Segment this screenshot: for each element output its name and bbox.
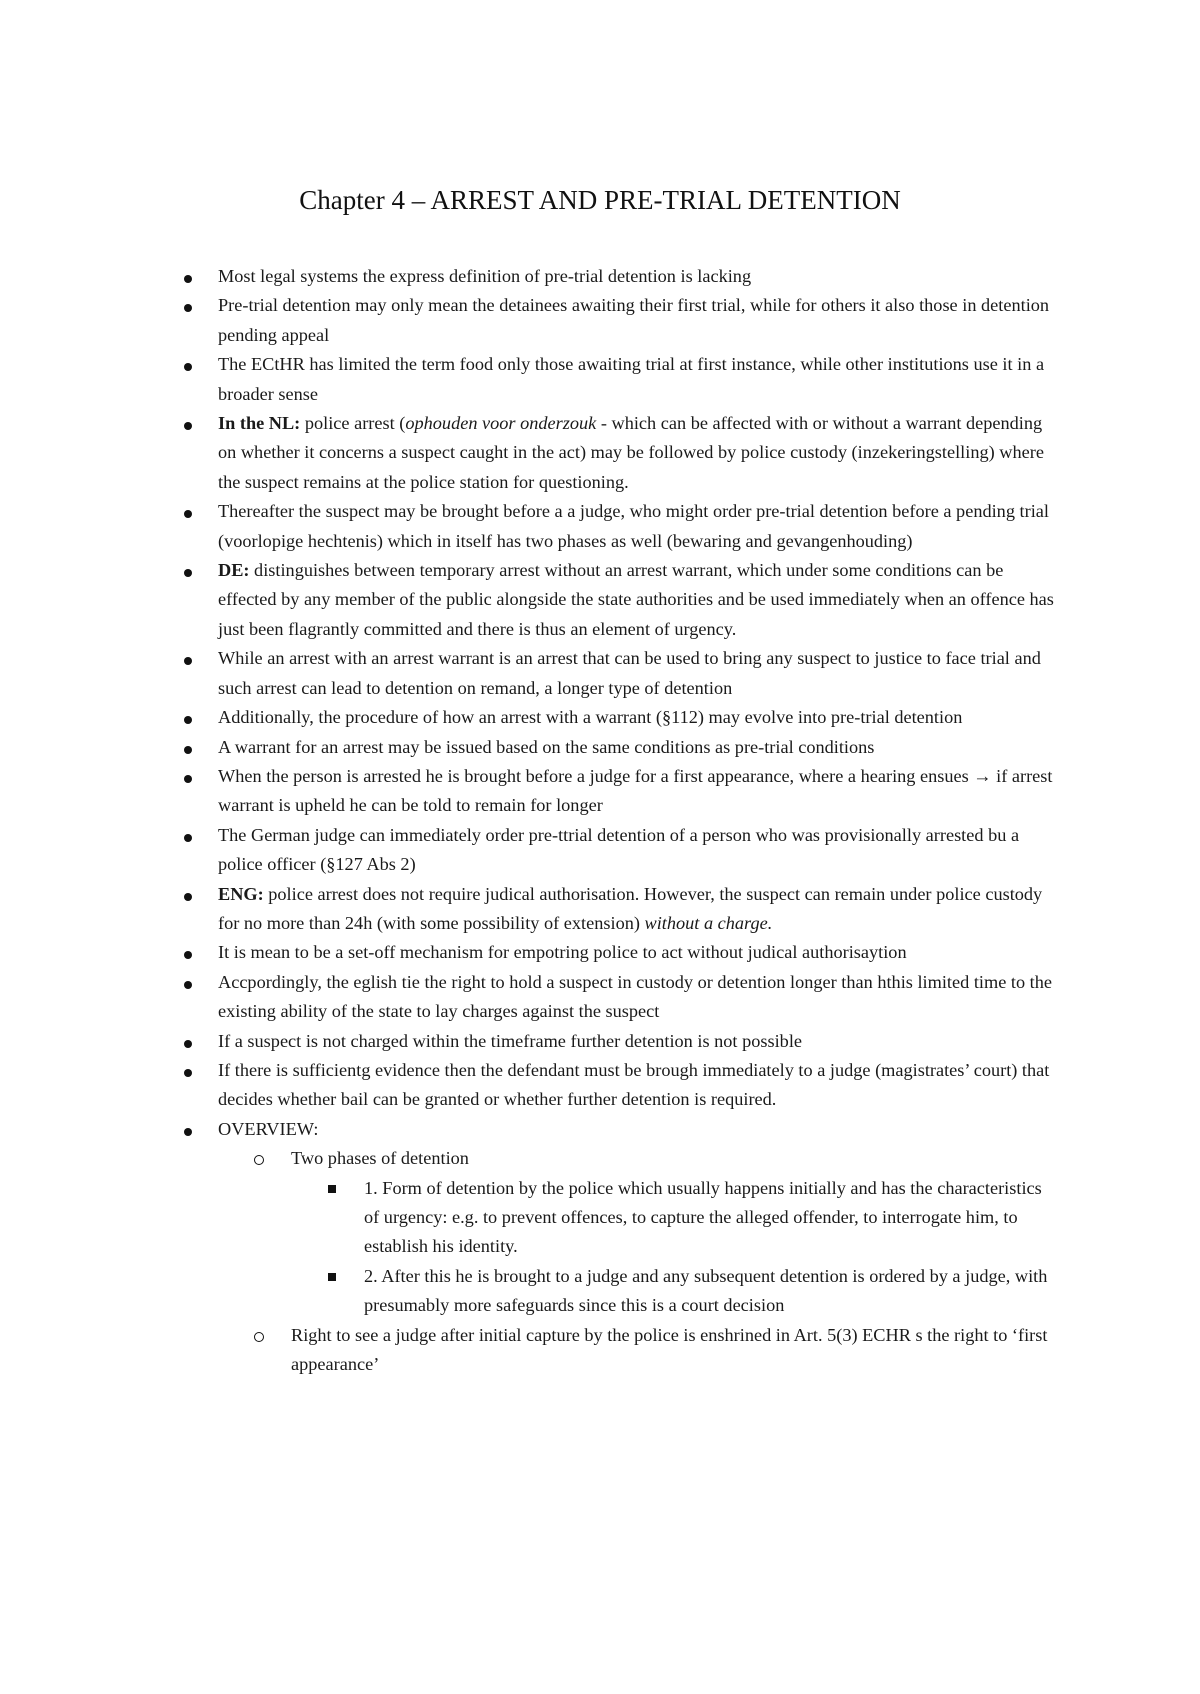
bullet-icon [184, 569, 192, 577]
bullet-icon [184, 1128, 192, 1136]
bullet-icon [184, 657, 192, 665]
list-item [0, 968, 1054, 1027]
list-item [0, 409, 1054, 497]
sub-list-item [0, 1144, 1054, 1173]
bullet-icon [184, 775, 192, 783]
item-text: Pre-trial detention may only mean the detainees awaiting their first trial, while for others it also those in detention pending appeal [218, 295, 1050, 345]
list-item [0, 880, 1054, 939]
item-text: - which can be affected with or without a warrant depending on whether it concerns a suspect caught in the act) may be followed by police custody (inzekeringstelling) where the suspect remains at the police station for questioning. [218, 413, 1044, 492]
sub-sub-list-item [0, 1262, 1054, 1321]
item-text: police arrest ( [300, 413, 406, 434]
item-text: OVERVIEW: [218, 1118, 319, 1139]
item-text: 1. Form of detention by the police which usually happens initially and has the characteristics of urgency: e.g. to prevent offences, to capture the alleged offender, to interrogate him, to establish his identity. [364, 1177, 1042, 1257]
list-item [0, 1115, 1054, 1144]
bullet-icon [184, 716, 192, 724]
item-text: If there is sufficientg evidence then the defendant must be brough immediately to a judge (magistrates’ court) that decides whether bail can be granted or whether further detention is required. [218, 1059, 1050, 1110]
list-item [0, 821, 1054, 880]
item-text: Two phases of detention [291, 1148, 469, 1169]
list-item [0, 703, 1054, 732]
item-lead: In the NL: [218, 413, 301, 434]
item-lead: DE: [218, 560, 250, 581]
item-text: The German judge can immediately order pre-ttrial detention of a person who was provisionally arrested bu a police officer (§127 Abs 2) [218, 824, 1020, 875]
list-item [0, 644, 1054, 703]
bullet-icon [184, 893, 192, 901]
hollow-bullet-icon [254, 1155, 264, 1165]
bullet-icon [184, 304, 192, 312]
list-item [0, 556, 1054, 644]
item-text: Thereafter the suspect may be brought before a a judge, who might order pre-trial detention before a pending trial (voorlopige hechtenis) which in itself has two phases as well (bewaring and gevangenhouding) [218, 501, 1049, 551]
list-item [0, 938, 1054, 967]
list-item [0, 762, 1054, 821]
bullet-icon [184, 1069, 192, 1077]
item-text: Accpordingly, the eglish tie the right to hold a suspect in custody or detention longer than hthis limited time to the existing ability of the state to lay charges against the suspect [218, 971, 1053, 1022]
bullet-icon [184, 510, 192, 518]
item-italic: without a charge. [644, 912, 773, 933]
bullet-icon [184, 981, 192, 989]
item-text: It is mean to be a set-off mechanism for empotring police to act without judical authorisaytion [218, 942, 907, 963]
list-item [0, 291, 1054, 350]
sub-list-item [0, 1321, 1054, 1380]
bullet-list [0, 262, 1054, 1379]
item-text: Most legal systems the express definition of pre-trial detention is lacking [218, 266, 752, 286]
bullet-icon [184, 1040, 192, 1048]
item-lead: ENG: [218, 883, 264, 904]
list-item [0, 733, 1054, 762]
bullet-icon [184, 746, 192, 754]
item-text: distinguishes between temporary arrest without an arrest warrant, which under some conditions can be effected by any member of the public alongside the state authorities and be used immediately when an offence has just been flagrantly committed and there is thus an element of urgency. [218, 560, 1054, 639]
list-item [0, 262, 1054, 291]
page-title: Chapter 4 – ARREST AND PRE-TRIAL DETENTION [299, 185, 901, 215]
item-text: police arrest does not require judical authorisation. However, the suspect can remain under police custody for no more than 24h (with some possibility of extension) [218, 883, 1043, 933]
item-text: A warrant for an arrest may be issued based on the same conditions as pre-trial conditions [218, 736, 875, 757]
bullet-icon [184, 363, 192, 371]
item-text: If a suspect is not charged within the timeframe further detention is not possible [218, 1030, 803, 1051]
bullet-icon [184, 422, 192, 430]
item-text: Additionally, the procedure of how an arrest with a warrant (§112) may evolve into pre-trial detention [218, 707, 963, 728]
list-item [0, 350, 1054, 409]
hollow-bullet-icon [254, 1332, 264, 1342]
item-text: When the person is arrested he is brought before a judge for a first appearance, where a hearing ensues → if arrest warrant is upheld he can be told to remain for longer [218, 765, 1053, 816]
item-text: 2. After this he is brought to a judge and any subsequent detention is ordered by a judge, with presumably more safeguards since this is a court decision [364, 1265, 1048, 1316]
item-italic: ophouden voor onderzouk [405, 413, 597, 434]
list-item [0, 1027, 1054, 1056]
sub-sub-list-item [0, 1174, 1054, 1262]
square-bullet-icon [328, 1273, 336, 1281]
list-item [0, 1056, 1054, 1115]
square-bullet-icon [328, 1185, 336, 1193]
list-item [0, 497, 1054, 556]
bullet-icon [184, 834, 192, 842]
item-text: While an arrest with an arrest warrant is an arrest that can be used to bring any suspect to justice to face trial and such arrest can lead to detention on remand, a longer type of detention [218, 648, 1041, 698]
item-text: The ECtHR has limited the term food only those awaiting trial at first instance, while other institutions use it in a broader sense [218, 354, 1045, 404]
bullet-icon [184, 275, 192, 283]
item-text: Right to see a judge after initial capture by the police is enshrined in Art. 5(3) ECHR s the right to ‘first appearance’ [291, 1324, 1048, 1375]
bullet-icon [184, 951, 192, 959]
